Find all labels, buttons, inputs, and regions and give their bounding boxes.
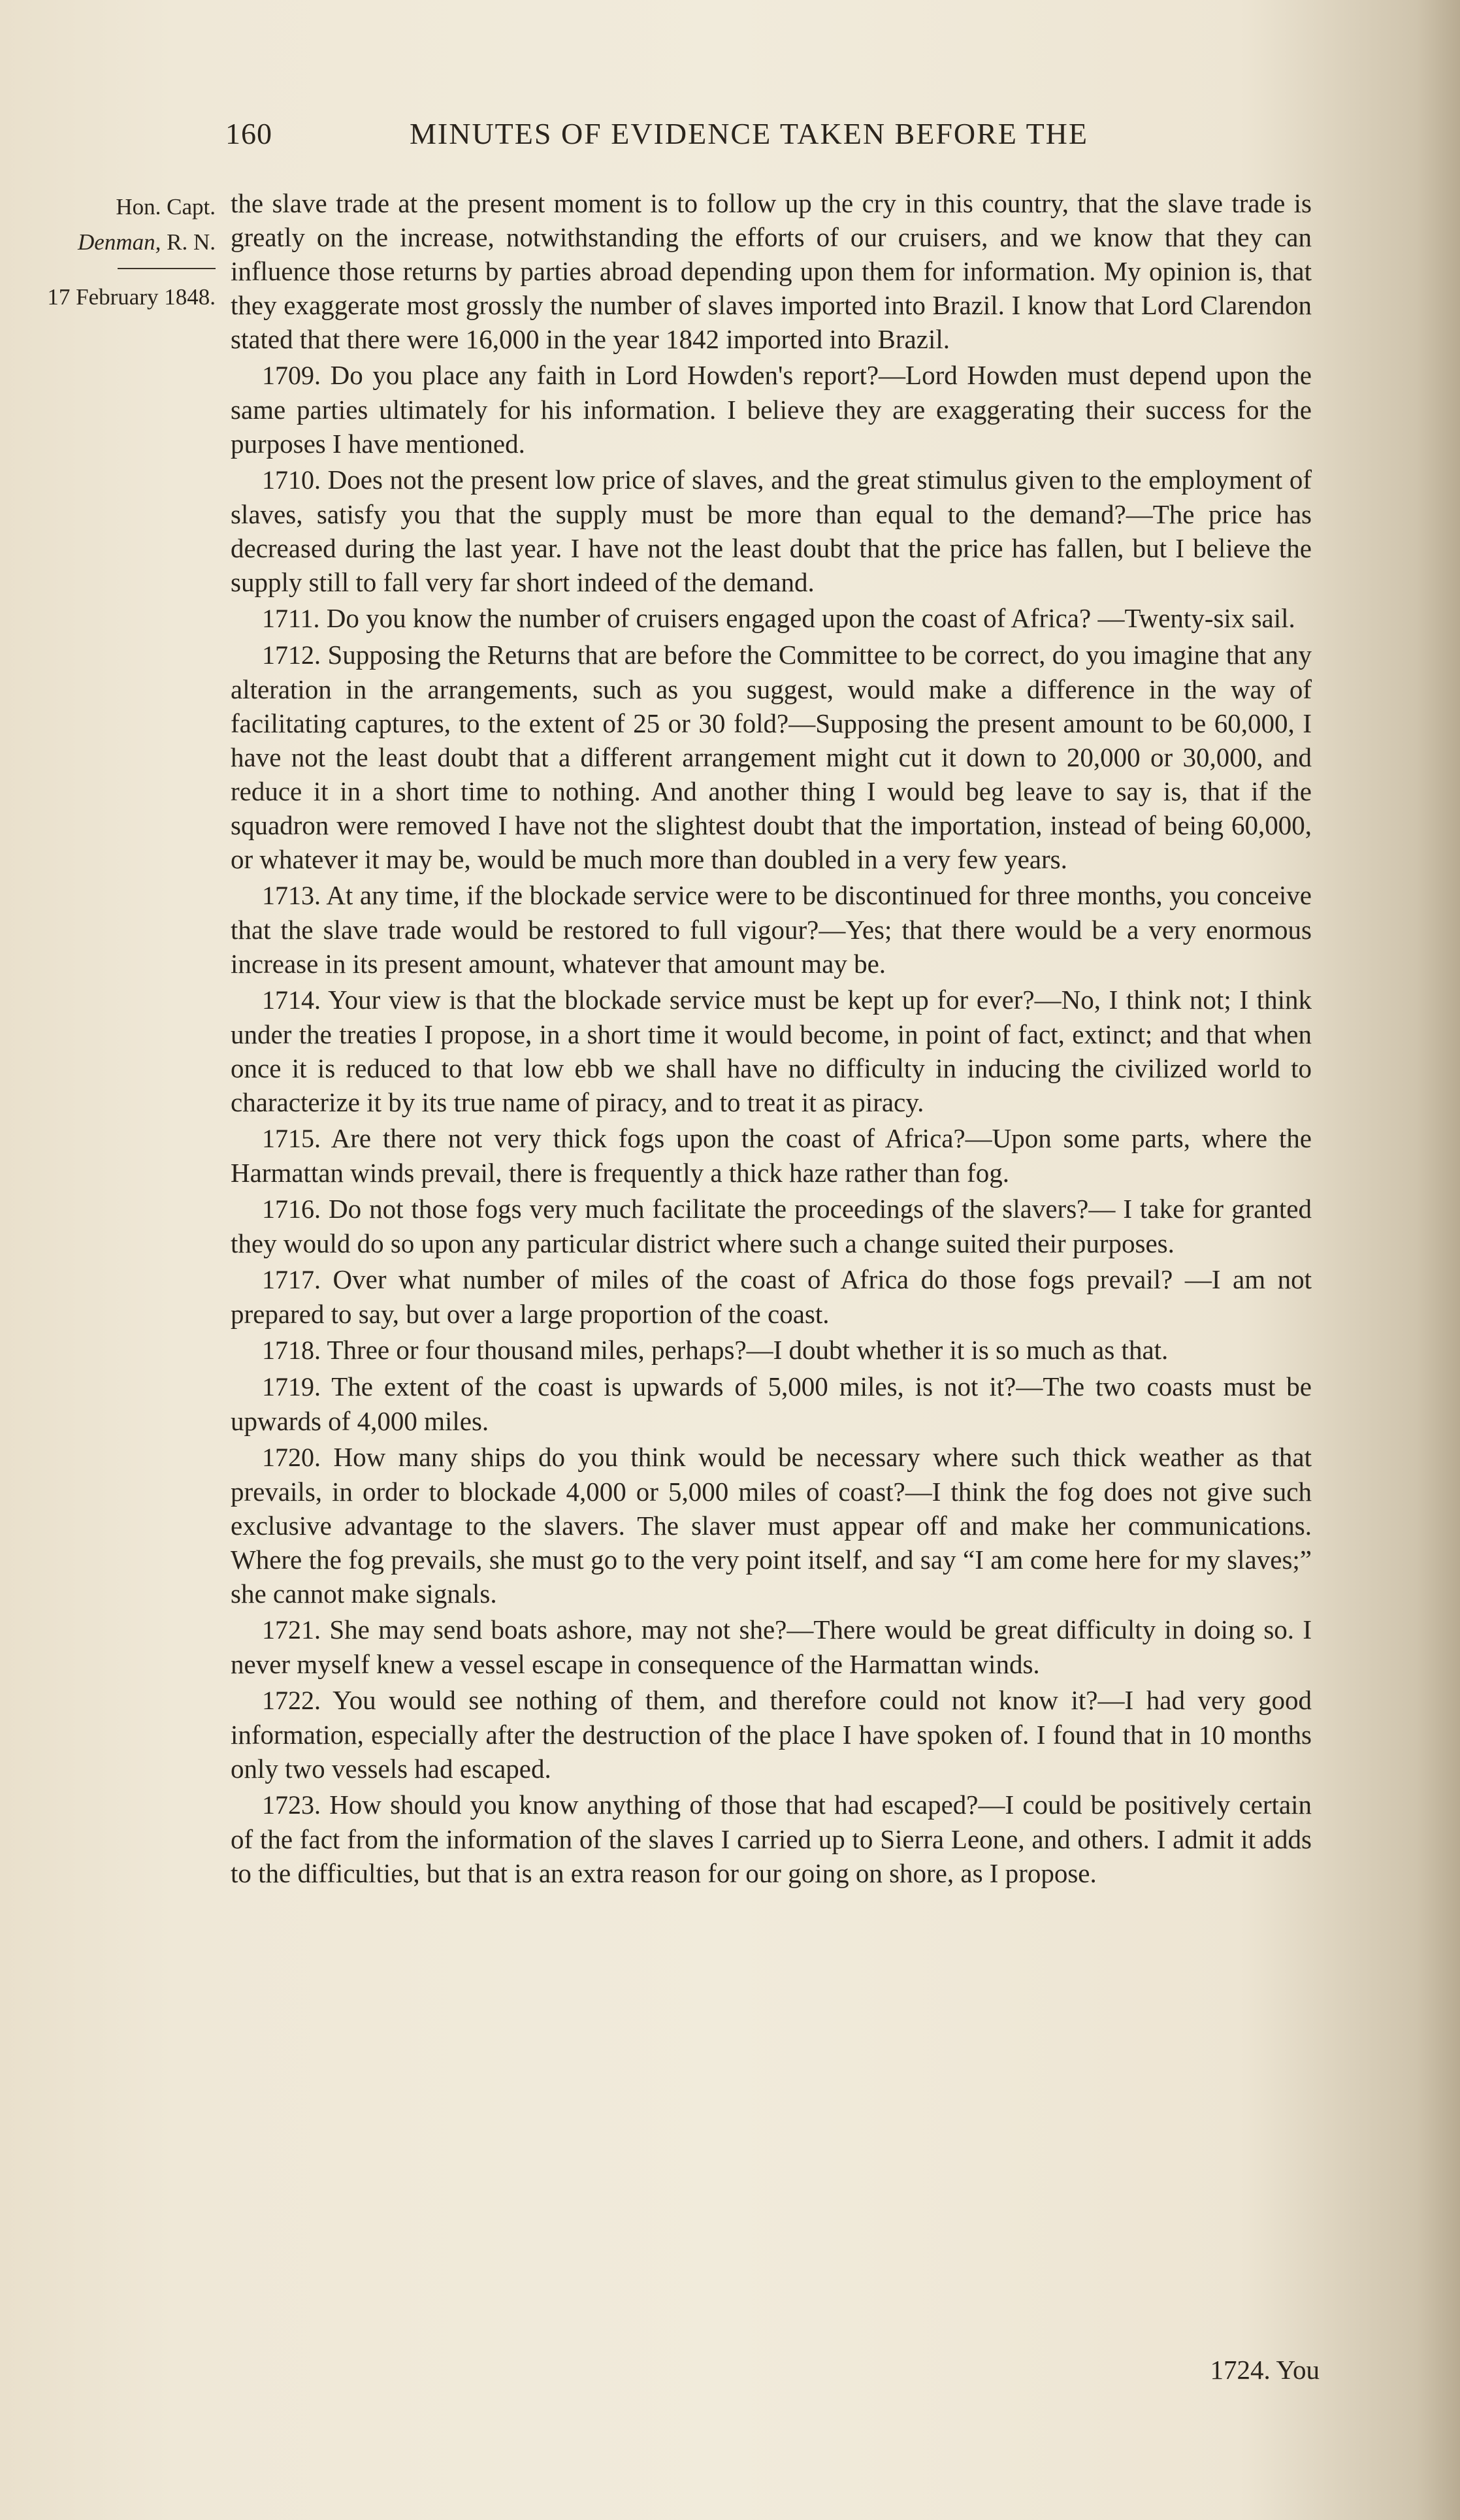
question-paragraph — [231, 1369, 1312, 1438]
question-paragraph — [231, 878, 1312, 981]
question-paragraph — [231, 983, 1312, 1119]
question-paragraph — [231, 638, 1312, 876]
question-text: At any time, if the blockade service were to be discontinued for three months, you conceive that the slave trade would be restored to full vigour?—Yes; that there would be a very enormous increase in its present amount, whatever that amount may be. — [231, 880, 1312, 979]
witness-rank: R. N. — [167, 229, 216, 255]
question-number: 1714. — [262, 985, 321, 1015]
question-text: Do you know the number of cruisers engaged upon the coast of Africa? —Twenty-six sail. — [326, 603, 1295, 633]
question-paragraph — [231, 463, 1312, 599]
question-paragraph — [231, 358, 1312, 461]
question-number: 1717. — [262, 1265, 321, 1294]
page-number: 160 — [225, 117, 272, 150]
question-text: Your view is that the blockade service must be kept up for ever?—No, I think not; I think under the treaties I propose, in a short time it would become, in point of fact, extinct; and that when once it is reduced to that low ebb we shall have no difficulty in inducing the civilized world to characterize it by its true name of piracy, and to treat it as piracy. — [231, 985, 1312, 1117]
question-paragraph — [231, 1121, 1312, 1190]
question-paragraph — [231, 1262, 1312, 1331]
question-number: 1712. — [262, 640, 321, 670]
question-paragraph — [231, 1192, 1312, 1260]
question-number: 1711. — [262, 604, 320, 633]
evidence-text — [231, 186, 1312, 1892]
question-list — [231, 358, 1312, 1890]
question-text: Over what number of miles of the coast of Africa do those fogs prevail? —I am not prepared to say, but over a large proportion of the coast. — [231, 1264, 1312, 1329]
question-text: Do not those fogs very much facilitate the proceedings of the slavers?— I take for granted they would do so upon any particular district where such a change suited their purposes. — [231, 1194, 1312, 1258]
question-number: 1721. — [262, 1615, 321, 1645]
running-title: MINUTES OF EVIDENCE TAKEN BEFORE THE — [410, 117, 1088, 150]
question-number: 1710. — [262, 465, 321, 495]
margin-note — [0, 189, 216, 315]
question-text: Are there not very thick fogs upon the coast of Africa?—Upon some parts, where the Harmattan winds prevail, there is frequently a thick haze rather than fog. — [231, 1123, 1312, 1188]
question-text: The extent of the coast is upwards of 5,000 miles, is not it?—The two coasts must be upwards of 4,000 miles. — [231, 1371, 1312, 1436]
question-text: She may send boats ashore, may not she?—There would be great difficulty in doing so. I never myself knew a vessel escape in consequence of the Harmattan winds. — [231, 1614, 1312, 1679]
margin-rule — [118, 268, 216, 269]
witness-name: Denman, — [78, 229, 161, 255]
question-paragraph — [231, 1612, 1312, 1681]
question-number: 1718. — [262, 1335, 321, 1365]
question-paragraph — [231, 1683, 1312, 1786]
question-number: 1716. — [262, 1194, 321, 1224]
question-text: How should you know anything of those that had escaped?—I could be positively certain of the fact from the information of the slaves I carried up to Sierra Leone, and others. I admit it adds to the difficulties, but that is an extra reason for our going on shore, as I propose. — [231, 1790, 1312, 1888]
question-paragraph — [231, 601, 1312, 636]
question-text: How many ships do you think would be necessary where such thick weather as that prevails, in order to blockade 4,000 or 5,000 miles of coast?—I think the fog does not give such exclusive advantage to the slavers. The slaver must appear off and make her communications. Where the fog prevails, she must go to the very point itself, and say “I am come here for my slaves;” she cannot make signals. — [231, 1442, 1312, 1609]
intro-paragraph: the slave trade at the present moment is to follow up the cry in this country, that the slave trade is greatly on the increase, notwithstanding the efforts of our cruisers, and we know that they can influence those returns by parties abroad depending upon them for information. My opinion is, that they exaggerate most grossly the number of slaves imported into Brazil. I know that Lord Clarendon stated that there were 16,000 in the year 1842 imported into Brazil. — [231, 188, 1312, 354]
question-paragraph — [231, 1440, 1312, 1611]
witness-title: Hon. Capt. — [116, 194, 216, 220]
question-number: 1722. — [262, 1686, 321, 1715]
witness-name-line — [0, 225, 216, 260]
question-number: 1719. — [262, 1372, 321, 1401]
catchword: 1724. You — [1210, 2355, 1320, 2385]
question-number: 1723. — [262, 1790, 321, 1820]
running-header — [225, 116, 1313, 162]
question-text: Supposing the Returns that are before the Committee to be correct, do you imagine that any alteration in the arrangements, such as you suggest, would make a difference in the way of facilitating captures, to the extent of 25 or 30 fold?—Supposing the present amount to be 60,000, I have not the least doubt that a different arrangement might cut it down to 20,000 or 30,000, and reduce it in a short time to nothing. And another thing I would beg leave to say is, that if the squadron were removed I have not the slightest doubt that the importation, instead of being 60,000, or whatever it may be, would be much more than doubled in a very few years. — [231, 640, 1312, 874]
question-paragraph — [231, 1788, 1312, 1890]
question-number: 1715. — [262, 1124, 321, 1153]
question-paragraph — [231, 1333, 1312, 1367]
question-number: 1713. — [262, 881, 321, 910]
question-text: Three or four thousand miles, perhaps?—I doubt whether it is so much as that. — [327, 1335, 1169, 1365]
question-text: Do you place any faith in Lord Howden's report?—Lord Howden must depend upon the same parties ultimately for his information. I believe they are exaggerating their success for the purposes I have mentioned. — [231, 360, 1312, 459]
question-text: You would see nothing of them, and therefore could not know it?—I had very good information, especially after the destruction of the place I have spoken of. I found that in 10 months only two vessels had escaped. — [231, 1685, 1312, 1784]
question-text: Does not the present low price of slaves, and the great stimulus given to the employment of slaves, satisfy you that the supply must be more than equal to the demand?—The price has decreased during the last year. I have not the least doubt that the price has fallen, but I believe the supply still to fall very far short indeed of the demand. — [231, 465, 1312, 597]
question-number: 1709. — [262, 361, 321, 390]
evidence-date: 17 February 1848. — [47, 284, 216, 310]
question-number: 1720. — [262, 1443, 321, 1472]
